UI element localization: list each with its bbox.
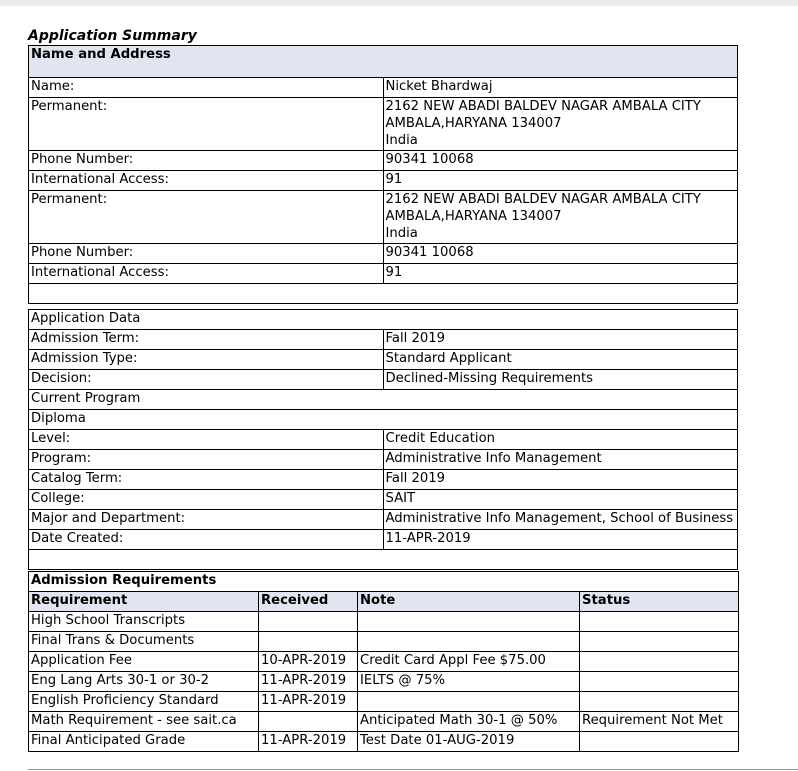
status-cell <box>580 632 739 652</box>
admission-requirements-header: Admission Requirements <box>29 572 739 592</box>
program-label: Program: <box>29 450 384 470</box>
date-created-value: 11-APR-2019 <box>383 530 738 550</box>
admission-term-label: Admission Term: <box>29 330 384 350</box>
requirement-cell: Final Anticipated Grade <box>29 732 259 752</box>
address-line-2: AMBALA,HARYANA 134007 <box>385 116 562 131</box>
program-value: Administrative Info Management <box>383 450 738 470</box>
application-data-header: Application Data <box>29 310 738 330</box>
spacer-row <box>29 284 738 304</box>
note-cell: IELTS @ 75% <box>358 672 580 692</box>
major-department-value: Administrative Info Management, School of Business <box>383 510 738 530</box>
phone-row <box>29 151 738 171</box>
diploma-row <box>29 410 738 430</box>
intl-access-value: 91 <box>383 171 738 191</box>
received-cell: 11-APR-2019 <box>259 672 358 692</box>
admission-type-row <box>29 350 738 370</box>
permanent-label: Permanent: <box>29 98 384 151</box>
permanent-address-value <box>383 98 738 151</box>
table-row <box>29 692 739 712</box>
phone-value: 90341 10068 <box>383 244 738 264</box>
note-cell: Credit Card Appl Fee $75.00 <box>358 652 580 672</box>
level-label: Level: <box>29 430 384 450</box>
address-country: India <box>385 133 418 148</box>
decision-value: Declined-Missing Requirements <box>383 370 738 390</box>
requirement-cell: Final Trans & Documents <box>29 632 259 652</box>
top-bar <box>0 0 798 6</box>
requirement-cell: Math Requirement - see sait.ca <box>29 712 259 732</box>
address-line-1: 2162 NEW ABADI BALDEV NAGAR AMBALA CITY <box>385 192 701 207</box>
status-cell <box>580 672 739 692</box>
application-data-header-row <box>29 310 738 330</box>
phone-value: 90341 10068 <box>383 151 738 171</box>
current-program-row <box>29 390 738 410</box>
table-row <box>29 632 739 652</box>
diploma-label: Diploma <box>29 410 738 430</box>
permanent-label: Permanent: <box>29 191 384 244</box>
note-cell: Test Date 01-AUG-2019 <box>358 732 580 752</box>
status-cell <box>580 652 739 672</box>
college-row <box>29 490 738 510</box>
table-row <box>29 652 739 672</box>
application-data-table <box>28 309 738 570</box>
admission-term-row <box>29 330 738 350</box>
level-row <box>29 430 738 450</box>
name-value: Nicket Bhardwaj <box>383 78 738 98</box>
requirements-column-header-row <box>29 592 739 612</box>
permanent-address-row <box>29 98 738 151</box>
note-cell <box>358 632 580 652</box>
status-cell <box>580 692 739 712</box>
admission-type-label: Admission Type: <box>29 350 384 370</box>
phone-label: Phone Number: <box>29 151 384 171</box>
received-cell: 10-APR-2019 <box>259 652 358 672</box>
phone-row <box>29 244 738 264</box>
permanent-address-row <box>29 191 738 244</box>
date-created-label: Date Created: <box>29 530 384 550</box>
spacer-row <box>29 550 738 570</box>
major-department-row <box>29 510 738 530</box>
status-cell <box>580 732 739 752</box>
date-created-row <box>29 530 738 550</box>
col-header-status: Status <box>580 592 739 612</box>
received-cell <box>259 612 358 632</box>
admission-requirements-table <box>28 571 739 752</box>
intl-access-label: International Access: <box>29 171 384 191</box>
status-cell <box>580 612 739 632</box>
intl-access-row <box>29 264 738 284</box>
requirement-cell: High School Transcripts <box>29 612 259 632</box>
name-address-header-row <box>29 46 738 78</box>
decision-label: Decision: <box>29 370 384 390</box>
address-line-2: AMBALA,HARYANA 134007 <box>385 209 562 224</box>
note-cell: Anticipated Math 30-1 @ 50% <box>358 712 580 732</box>
name-address-header: Name and Address <box>29 46 738 78</box>
bottom-divider <box>28 769 798 770</box>
admission-requirements-header-row <box>29 572 739 592</box>
col-header-requirement: Requirement <box>29 592 259 612</box>
name-address-table <box>28 45 738 304</box>
catalog-term-label: Catalog Term: <box>29 470 384 490</box>
admission-term-value: Fall 2019 <box>383 330 738 350</box>
table-row <box>29 612 739 632</box>
intl-access-value: 91 <box>383 264 738 284</box>
major-department-label: Major and Department: <box>29 510 384 530</box>
note-cell <box>358 612 580 632</box>
permanent-address-value <box>383 191 738 244</box>
level-value: Credit Education <box>383 430 738 450</box>
requirement-cell: Eng Lang Arts 30-1 or 30-2 <box>29 672 259 692</box>
program-row <box>29 450 738 470</box>
intl-access-row <box>29 171 738 191</box>
col-header-received: Received <box>259 592 358 612</box>
table-row <box>29 712 739 732</box>
page-caption: Application Summary <box>28 28 197 44</box>
table-row <box>29 672 739 692</box>
status-cell: Requirement Not Met <box>580 712 739 732</box>
requirement-cell: Application Fee <box>29 652 259 672</box>
name-label: Name: <box>29 78 384 98</box>
catalog-term-row <box>29 470 738 490</box>
col-header-note: Note <box>358 592 580 612</box>
received-cell <box>259 632 358 652</box>
catalog-term-value: Fall 2019 <box>383 470 738 490</box>
received-cell: 11-APR-2019 <box>259 732 358 752</box>
received-cell <box>259 712 358 732</box>
phone-label: Phone Number: <box>29 244 384 264</box>
note-cell <box>358 692 580 712</box>
intl-access-label: International Access: <box>29 264 384 284</box>
current-program-label: Current Program <box>29 390 738 410</box>
admission-type-value: Standard Applicant <box>383 350 738 370</box>
college-label: College: <box>29 490 384 510</box>
address-country: India <box>385 226 418 241</box>
decision-row <box>29 370 738 390</box>
name-row <box>29 78 738 98</box>
received-cell: 11-APR-2019 <box>259 692 358 712</box>
requirement-cell: English Proficiency Standard <box>29 692 259 712</box>
table-row <box>29 732 739 752</box>
college-value: SAIT <box>383 490 738 510</box>
address-line-1: 2162 NEW ABADI BALDEV NAGAR AMBALA CITY <box>385 99 701 114</box>
